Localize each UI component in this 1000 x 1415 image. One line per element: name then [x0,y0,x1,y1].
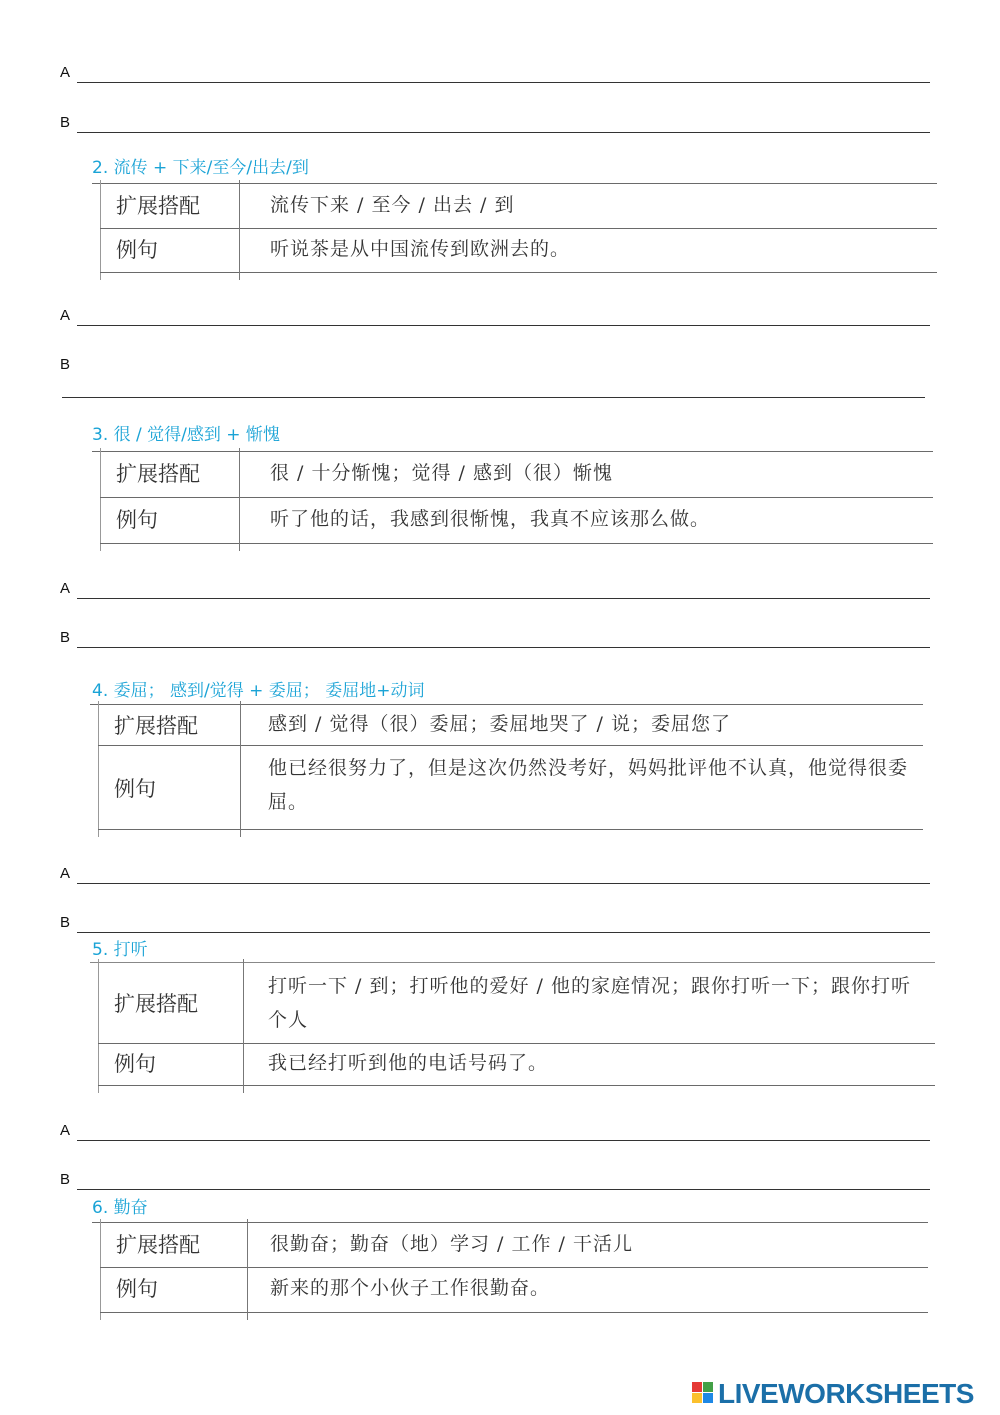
answer-input-5a[interactable] [78,1118,932,1142]
vocab-table-5 [90,962,935,1087]
vocab-table-4 [90,704,923,831]
answer-label-a: A [60,1122,71,1139]
ext-label: 扩展搭配 [116,462,200,486]
section-heading-5: 5. 打听 [92,940,148,960]
underline [77,1140,930,1141]
answer-line-3b [0,625,1000,653]
table-divider [239,180,240,280]
answer-input-1a[interactable] [78,60,932,84]
answer-label-b: B [60,356,71,373]
example-text: 听说茶是从中国流传到欧洲去的。 [270,238,571,260]
example-text: 新来的那个小伙子工作很勤奋。 [270,1277,551,1299]
answer-input-5b[interactable] [78,1167,932,1191]
table-row-example [98,745,923,830]
answer-line-3a [0,576,1000,604]
table-row-ext [98,705,923,746]
answer-line-2a [0,303,1000,331]
answer-line-4b [0,910,1000,938]
answer-input-3b[interactable] [78,625,932,649]
underline [77,598,930,599]
answer-label-a: A [60,865,71,882]
answer-line-1b [0,110,1000,138]
ext-text: 很 / 十分惭愧；觉得 / 感到（很）惭愧 [270,462,613,484]
answer-input-2a[interactable] [78,303,932,327]
answer-label-b: B [60,114,71,131]
underline [77,82,930,83]
section-heading-6: 6. 勤奋 [92,1198,148,1218]
answer-label-a: A [60,64,71,81]
ext-label: 扩展搭配 [114,992,198,1016]
vocab-table-6 [92,1222,928,1314]
example-text: 我已经打听到他的电话号码了。 [268,1052,549,1074]
answer-label-a: A [60,307,71,324]
answer-line-2b [0,352,1000,380]
table-divider [247,1219,248,1320]
ext-text: 感到 / 觉得（很）委屈；委屈地哭了 / 说；委屈您了 [268,713,731,735]
section-heading-3: 3. 很 / 觉得/感到 + 惭愧 [92,425,280,445]
example-label: 例句 [116,1277,158,1301]
answer-input-3a[interactable] [78,576,932,600]
answer-line-5b [0,1167,1000,1195]
table-divider [239,448,240,551]
underline [77,1189,930,1190]
section-heading-2: 2. 流传 + 下来/至今/出去/到 [92,158,309,178]
underline [77,647,930,648]
answer-line-4a [0,861,1000,889]
underline [77,883,930,884]
ext-label: 扩展搭配 [114,714,198,738]
answer-label-b: B [60,914,71,931]
table-row-example [98,1043,935,1086]
ext-text: 流传下来 / 至今 / 出去 / 到 [270,194,515,216]
table-row-example [100,1267,928,1313]
table-divider [240,701,241,837]
answer-input-4a[interactable] [78,861,932,885]
underline [62,397,925,398]
underline [77,932,930,933]
ext-label: 扩展搭配 [116,194,200,218]
answer-line-5a [0,1118,1000,1146]
underline [77,132,930,133]
section-heading-4: 4. 委屈； 感到/觉得 + 委屈； 委屈地+动词 [92,681,425,701]
ext-text: 很勤奋；勤奋（地）学习 / 工作 / 干活儿 [270,1233,633,1255]
example-label: 例句 [116,238,158,262]
ext-text: 打听一下 / 到；打听他的爱好 / 他的家庭情况；跟你打听一下；跟你打听个人 [268,975,911,1031]
logo-mark-icon [692,1382,714,1404]
example-label: 例句 [114,777,156,801]
example-text: 他已经很努力了，但是这次仍然没考好，妈妈批评他不认真，他觉得很委屈。 [268,757,909,813]
answer-input-2b[interactable] [78,370,932,394]
vocab-table-3 [92,451,933,545]
example-text: 听了他的话，我感到很惭愧，我真不应该那么做。 [270,508,711,530]
table-row-ext [100,452,933,498]
example-label: 例句 [114,1052,156,1076]
liveworksheets-logo[interactable] [692,1378,992,1408]
table-divider [243,959,244,1093]
example-label: 例句 [116,508,158,532]
table-row-ext [100,184,937,229]
answer-input-1b[interactable] [78,110,932,134]
answer-label-a: A [60,580,71,597]
table-row-ext [100,1223,928,1268]
answer-line-1a [0,60,1000,88]
vocab-table-2 [92,183,937,274]
answer-label-b: B [60,1171,71,1188]
table-row-example [100,228,937,273]
ext-label: 扩展搭配 [116,1233,200,1257]
table-row-example [100,497,933,544]
answer-label-b: B [60,629,71,646]
logo-text: LIVEWORKSHEETS [718,1378,974,1409]
underline [77,325,930,326]
answer-input-4b[interactable] [78,910,932,934]
table-row-ext [98,963,935,1044]
